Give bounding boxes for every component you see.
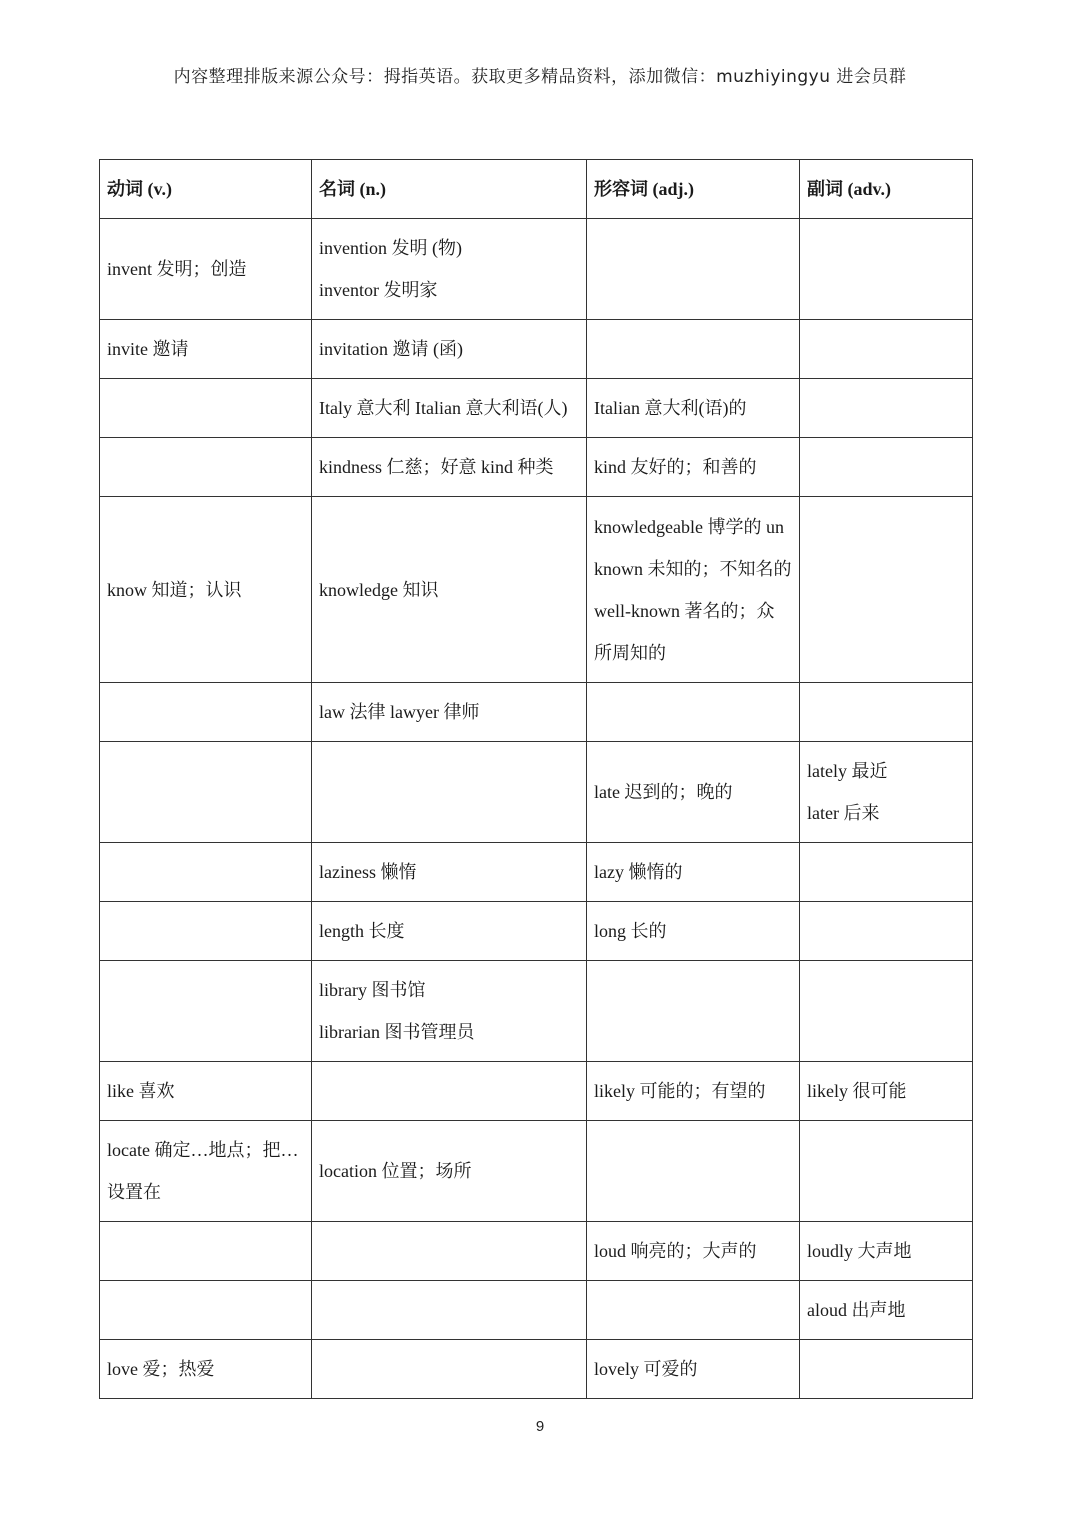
page-number: 9 bbox=[535, 1418, 545, 1435]
table-row bbox=[100, 1222, 973, 1281]
cell-adjective bbox=[587, 683, 800, 742]
cell-noun bbox=[312, 1281, 587, 1340]
cell-verb bbox=[100, 1340, 312, 1399]
cell-adverb bbox=[800, 320, 973, 379]
cell-text: late 迟到的；晚的 bbox=[594, 782, 733, 802]
cell-adjective bbox=[587, 902, 800, 961]
cell-adjective bbox=[587, 961, 800, 1062]
cell-text: lovely 可爱的 bbox=[594, 1359, 698, 1379]
cell-noun bbox=[312, 1062, 587, 1121]
cell-text: law 法律 lawyer 律师 bbox=[319, 702, 480, 722]
cell-noun bbox=[312, 961, 587, 1062]
cell-adverb bbox=[800, 843, 973, 902]
cell-verb bbox=[100, 1222, 312, 1281]
cell-text: knowledge 知识 bbox=[319, 579, 439, 600]
cell-adjective bbox=[587, 320, 800, 379]
table-row bbox=[100, 902, 973, 961]
cell-adjective bbox=[587, 379, 800, 438]
cell-text: kind 友好的；和善的 bbox=[594, 457, 757, 477]
cell-noun bbox=[312, 902, 587, 961]
cell-adjective bbox=[587, 1062, 800, 1121]
cell-verb bbox=[100, 902, 312, 961]
cell-text: Italy 意大利 Italian 意大利语(人) bbox=[319, 398, 568, 418]
cell-adjective bbox=[587, 1340, 800, 1399]
cell-verb bbox=[100, 843, 312, 902]
cell-adjective bbox=[587, 742, 800, 843]
cell-noun bbox=[312, 1121, 587, 1222]
cell-adverb bbox=[800, 219, 973, 320]
cell-text: knowledgeable 博学的 unknown 未知的；不知名的 well-known 著名的；众所周知的 bbox=[594, 516, 792, 663]
cell-adverb bbox=[800, 961, 973, 1062]
cell-text: invent 发明；创造 bbox=[107, 259, 247, 279]
cell-adverb bbox=[800, 1121, 973, 1222]
table-row bbox=[100, 843, 973, 902]
cell-verb bbox=[100, 742, 312, 843]
table-row bbox=[100, 438, 973, 497]
cell-noun bbox=[312, 742, 587, 843]
cell-text: library 图书馆 bbox=[319, 980, 426, 1000]
cell-text: laziness 懒惰 bbox=[319, 862, 417, 882]
table-row bbox=[100, 1281, 973, 1340]
header-noun: 名词 (n.) bbox=[312, 160, 587, 219]
cell-text: lately 最近 bbox=[807, 761, 888, 781]
cell-text: Italian 意大利(语)的 bbox=[594, 398, 747, 418]
cell-adjective bbox=[587, 1281, 800, 1340]
cell-text: invitation 邀请 (函) bbox=[319, 339, 463, 359]
cell-verb bbox=[100, 379, 312, 438]
cell-adverb bbox=[800, 902, 973, 961]
cell-text: inventor 发明家 bbox=[319, 280, 438, 300]
cell-verb bbox=[100, 219, 312, 320]
cell-noun bbox=[312, 1340, 587, 1399]
cell-adjective bbox=[587, 843, 800, 902]
cell-adverb bbox=[800, 1340, 973, 1399]
cell-adverb bbox=[800, 438, 973, 497]
cell-noun bbox=[312, 1222, 587, 1281]
cell-verb bbox=[100, 320, 312, 379]
header-verb: 动词 (v.) bbox=[100, 160, 312, 219]
table-row bbox=[100, 1062, 973, 1121]
cell-verb bbox=[100, 1121, 312, 1222]
table-row bbox=[100, 1121, 973, 1222]
table-header-row bbox=[100, 160, 973, 219]
cell-adverb bbox=[800, 683, 973, 742]
cell-adjective bbox=[587, 1121, 800, 1222]
cell-noun bbox=[312, 438, 587, 497]
cell-text: aloud 出声地 bbox=[807, 1300, 906, 1320]
cell-text: later 后来 bbox=[807, 803, 880, 823]
cell-verb bbox=[100, 497, 312, 683]
cell-adjective bbox=[587, 438, 800, 497]
table-row bbox=[100, 742, 973, 843]
cell-text: invite 邀请 bbox=[107, 339, 189, 359]
cell-verb bbox=[100, 438, 312, 497]
table-row bbox=[100, 683, 973, 742]
table-row bbox=[100, 1340, 973, 1399]
word-forms-table bbox=[99, 159, 973, 1399]
cell-noun bbox=[312, 497, 587, 683]
cell-adverb bbox=[800, 742, 973, 843]
cell-text: love 爱；热爱 bbox=[107, 1359, 215, 1379]
cell-text: long 长的 bbox=[594, 921, 667, 941]
cell-noun bbox=[312, 379, 587, 438]
table-row bbox=[100, 379, 973, 438]
cell-adverb bbox=[800, 379, 973, 438]
table-row bbox=[100, 961, 973, 1062]
header-adverb: 副词 (adv.) bbox=[800, 160, 973, 219]
cell-text: like 喜欢 bbox=[107, 1081, 175, 1101]
cell-verb bbox=[100, 961, 312, 1062]
cell-noun bbox=[312, 219, 587, 320]
cell-adjective bbox=[587, 219, 800, 320]
cell-verb bbox=[100, 1281, 312, 1340]
cell-noun bbox=[312, 843, 587, 902]
header-note: 内容整理排版来源公众号：拇指英语。获取更多精品资料，添加微信：muzhiyingyu 进会员群 bbox=[173, 67, 907, 87]
table-row bbox=[100, 219, 973, 320]
cell-text: loudly 大声地 bbox=[807, 1241, 912, 1261]
cell-text: know 知道；认识 bbox=[107, 579, 242, 600]
cell-text: loud 响亮的；大声的 bbox=[594, 1241, 757, 1261]
table-body bbox=[100, 219, 973, 1399]
cell-adverb bbox=[800, 1062, 973, 1121]
table-row bbox=[100, 320, 973, 379]
cell-text: likely 可能的；有望的 bbox=[594, 1081, 766, 1101]
cell-adverb bbox=[800, 497, 973, 683]
cell-noun bbox=[312, 683, 587, 742]
cell-text: length 长度 bbox=[319, 921, 405, 941]
cell-noun bbox=[312, 320, 587, 379]
cell-text: lazy 懒惰的 bbox=[594, 862, 683, 882]
header-adjective: 形容词 (adj.) bbox=[587, 160, 800, 219]
cell-text: librarian 图书管理员 bbox=[319, 1022, 475, 1042]
cell-text: invention 发明 (物) bbox=[319, 238, 462, 258]
cell-verb bbox=[100, 683, 312, 742]
table-row bbox=[100, 497, 973, 683]
cell-text: kindness 仁慈；好意 kind 种类 bbox=[319, 457, 554, 477]
cell-text: location 位置；场所 bbox=[319, 1161, 472, 1181]
cell-text: likely 很可能 bbox=[807, 1081, 907, 1101]
cell-verb bbox=[100, 1062, 312, 1121]
cell-adjective bbox=[587, 497, 800, 683]
cell-adverb bbox=[800, 1222, 973, 1281]
cell-adjective bbox=[587, 1222, 800, 1281]
cell-adverb bbox=[800, 1281, 973, 1340]
cell-text: locate 确定…地点；把…设置在 bbox=[107, 1140, 299, 1202]
